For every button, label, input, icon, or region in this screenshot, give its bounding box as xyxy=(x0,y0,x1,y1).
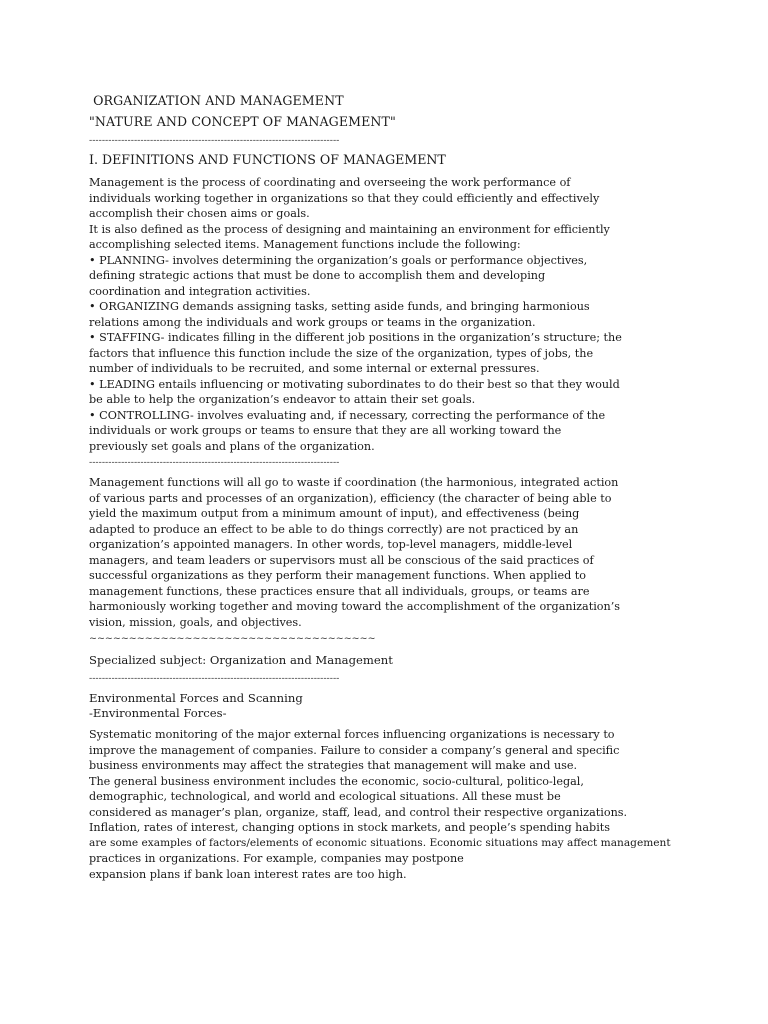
text-line: demographic, technological, and world and ecological situations. All these must be xyxy=(89,790,561,803)
environmental-subheading: -Environmental Forces- xyxy=(89,706,227,720)
text-line: individuals or work groups or teams to ensure that they are all working toward the xyxy=(89,424,562,437)
text-line: of various parts and processes of an organization), efficiency (the character of being able to xyxy=(89,491,612,505)
text-line: number of individuals to be recruited, and some internal or external pressures. xyxy=(89,362,540,375)
text-line: be able to help the organization’s endeavor to attain their set goals. xyxy=(89,393,476,406)
separator-line: ------------------------------------------------------------------------------ xyxy=(89,135,340,146)
text-line: yield the maximum output from a minimum amount of input), and effectiveness (being xyxy=(89,507,580,520)
text-line: previously set goals and plans of the organization. xyxy=(89,439,375,453)
paragraph-environment xyxy=(89,727,689,882)
text-line: improve the management of companies. Failure to consider a company’s general and specific xyxy=(89,743,620,757)
text-line: practices in organizations. For example, companies may postpone xyxy=(89,852,464,865)
text-line: accomplishing selected items. Management functions include the following: xyxy=(89,238,521,251)
text-line: expansion plans if bank loan interest rates are too high. xyxy=(89,867,407,881)
text-line: management functions, these practices ensure that all individuals, groups, or teams are xyxy=(89,584,590,598)
text-line: considered as manager’s plan, organize, staff, lead, and control their respective organizations. xyxy=(89,805,628,819)
document-subtitle: "NATURE AND CONCEPT OF MANAGEMENT" xyxy=(89,114,396,129)
document-title: ORGANIZATION AND MANAGEMENT xyxy=(89,93,344,108)
text-line: harmoniously working together and moving toward the accomplishment of the organization’s xyxy=(89,600,621,613)
text-line: Management functions will all go to waste if coordination (the harmonious, integrated action xyxy=(89,476,619,489)
paragraph-coordination xyxy=(89,475,689,630)
paragraph-definitions xyxy=(89,175,689,454)
text-line: Systematic monitoring of the major external forces influencing organizations is necessary to xyxy=(89,728,615,741)
text-line: accomplish their chosen aims or goals. xyxy=(89,207,310,220)
text-line: factors that influence this function include the size of the organization, types of jobs, the xyxy=(89,346,594,360)
document-page xyxy=(89,92,689,882)
separator-line: ------------------------------------------------------------------------------ xyxy=(89,457,340,468)
text-line: Inflation, rates of interest, changing options in stock markets, and people’s spending habits xyxy=(89,821,611,834)
text-line: coordination and integration activities. xyxy=(89,284,311,298)
text-line: organization’s appointed managers. In other words, top-level managers, middle-level xyxy=(89,538,573,551)
text-line: It is also defined as the process of designing and maintaining an environment for efficiently xyxy=(89,222,610,236)
text-line: The general business environment includes the economic, socio-cultural, politico-legal, xyxy=(89,774,584,788)
text-line: vision, mission, goals, and objectives. xyxy=(89,615,302,629)
text-line: relations among the individuals and work groups or teams in the organization. xyxy=(89,315,536,329)
text-line: defining strategic actions that must be done to accomplish them and developing xyxy=(89,269,546,282)
environmental-heading: Environmental Forces and Scanning xyxy=(89,691,303,705)
bullet-staffing: • STAFFING- indicates filling in the different job positions in the organization’s structure; the xyxy=(89,331,622,344)
bullet-controlling: • CONTROLLING- involves evaluating and, if necessary, correcting the performance of the xyxy=(89,408,606,422)
tilde-separator: ~~~~~~~~~~~~~~~~~~~~~~~~~~~~~~~~~~~~ xyxy=(89,633,376,644)
section-heading: I. DEFINITIONS AND FUNCTIONS OF MANAGEMENT xyxy=(89,152,446,167)
text-line: managers, and team leaders or supervisors must all be conscious of the said practices of xyxy=(89,553,594,567)
text-line: are some examples of factors/elements of economic situations. Economic situations may affect management xyxy=(89,836,671,849)
text-line: individuals working together in organizations so that they could efficiently and effectively xyxy=(89,191,600,205)
bullet-planning: • PLANNING- involves determining the organization’s goals or performance objectives, xyxy=(89,253,588,267)
text-line: successful organizations as they perform their management functions. When applied to xyxy=(89,569,587,582)
text-line: adapted to produce an effect to be able to do things correctly) are not practiced by an xyxy=(89,522,579,536)
text-line: Management is the process of coordinating and overseeing the work performance of xyxy=(89,176,571,189)
bullet-leading: • LEADING entails influencing or motivating subordinates to do their best so that they would xyxy=(89,377,620,391)
text-line: business environments may affect the strategies that management will make and use. xyxy=(89,759,578,772)
separator-line: ------------------------------------------------------------------------------ xyxy=(89,673,340,684)
bullet-organizing: • ORGANIZING demands assigning tasks, setting aside funds, and bringing harmonious xyxy=(89,300,590,313)
specialized-subject: Specialized subject: Organization and Management xyxy=(89,653,393,667)
